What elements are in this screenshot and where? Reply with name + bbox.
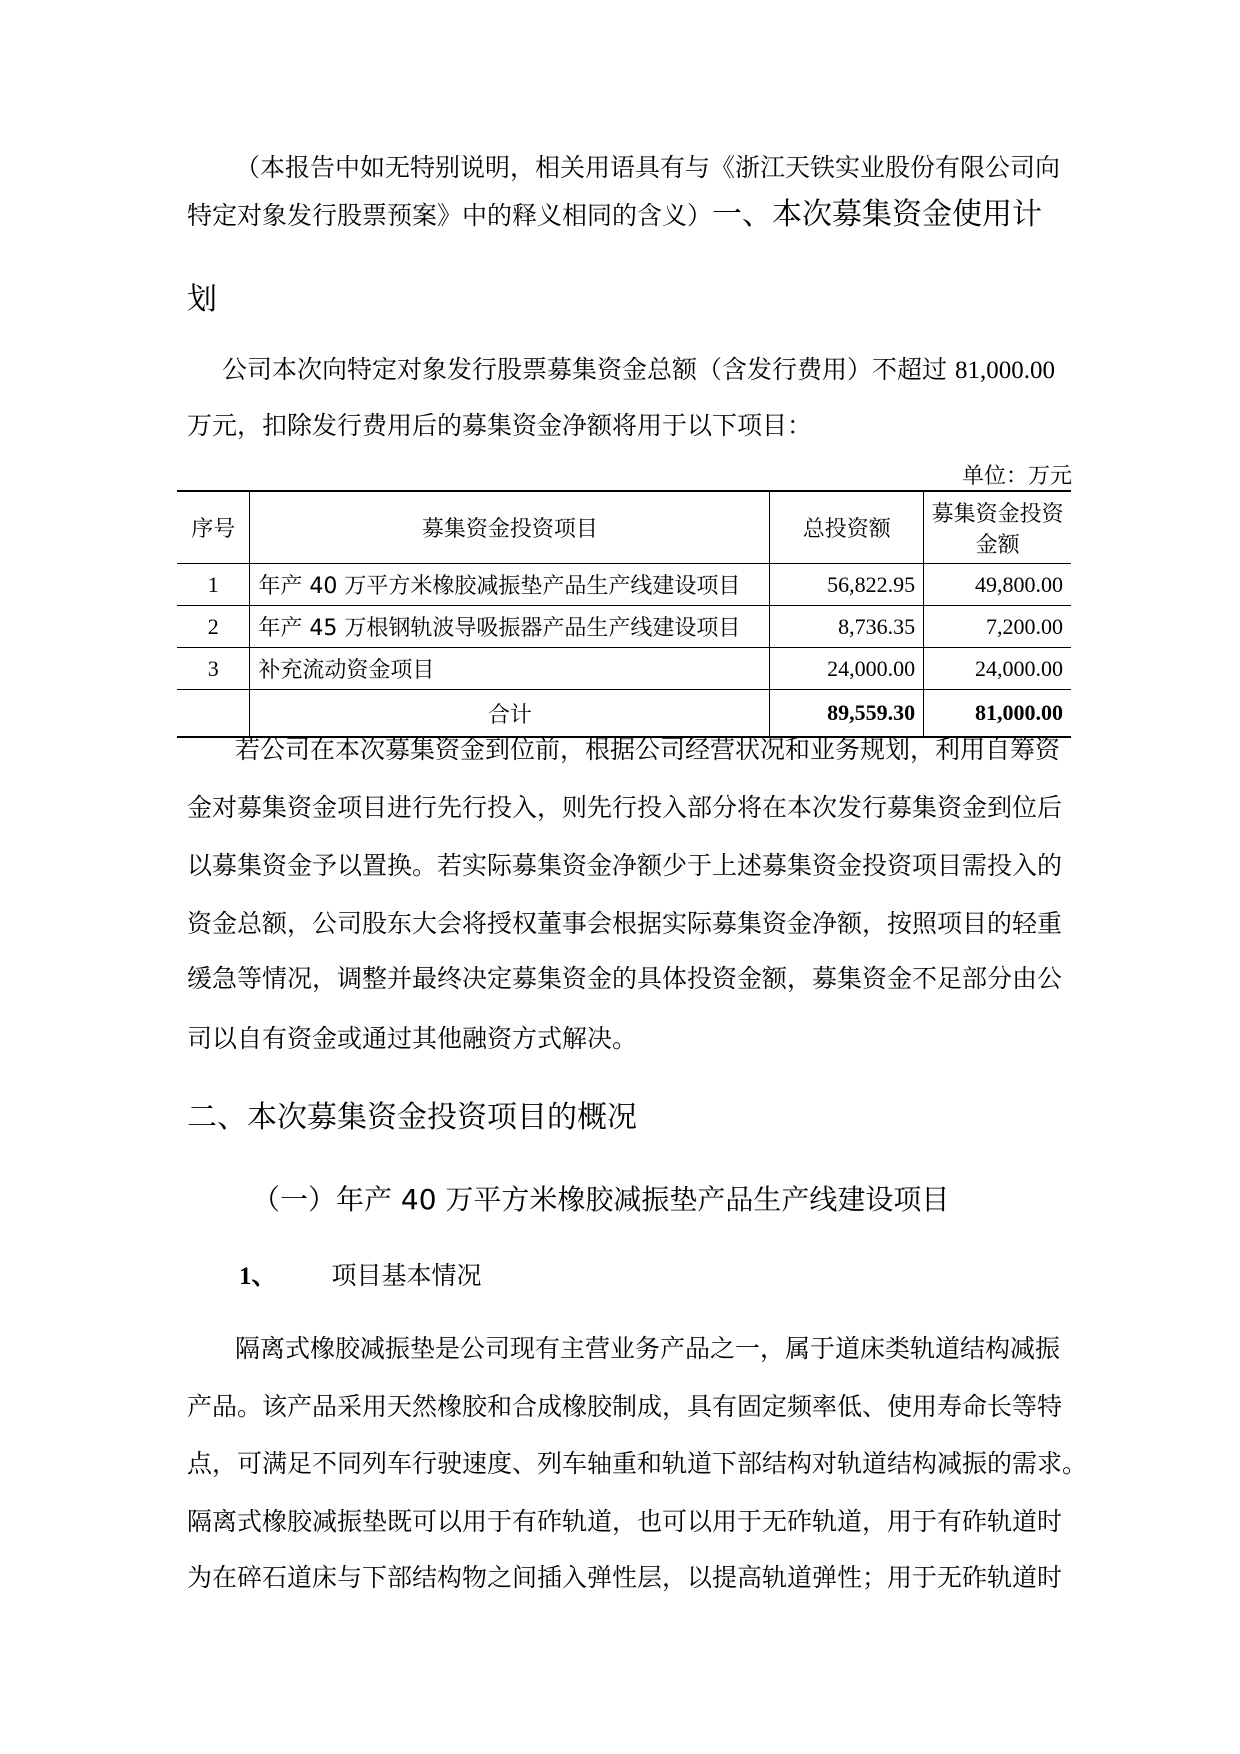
para1-line-1 — [222, 357, 1055, 383]
fund-usage-table — [177, 490, 1071, 738]
table-row — [177, 648, 1071, 690]
header-raise: 募集资金投资金额 — [924, 491, 1071, 564]
row-raise: 24,000.00 — [924, 648, 1071, 690]
header-total: 总投资额 — [770, 491, 924, 564]
intro-line-2 — [187, 197, 1043, 232]
para2-line-5: 缓急等情况，调整并最终决定募集资金的具体投资金额，募集资金不足部分由公 — [187, 964, 1063, 993]
total-no-empty — [177, 690, 250, 738]
row-total: 8,736.35 — [770, 606, 924, 648]
table-unit: 单位：万元 — [961, 464, 1072, 489]
para3-line-3: 点，可满足不同列车行驶速度、列车轴重和轨道下部结构对轨道结构减振的需求。 — [187, 1449, 1088, 1478]
row-raise: 7,200.00 — [924, 606, 1071, 648]
row-total: 56,822.95 — [770, 564, 924, 606]
table-row — [177, 606, 1071, 648]
table-total-row — [177, 690, 1071, 738]
item-number: 1、 — [239, 1263, 277, 1290]
para3-line-2: 产品。该产品采用天然橡胶和合成橡胶制成，具有固定频率低、使用寿命长等特 — [187, 1392, 1063, 1421]
section-1-heading: 一、本次募集资金使用计 — [712, 197, 1043, 232]
para2-line-1: 若公司在本次募集资金到位前，根据公司经营状况和业务规划，利用自筹资 — [235, 735, 1061, 764]
para3-line-1: 隔离式橡胶减振垫是公司现有主营业务产品之一，属于道床类轨道结构减振 — [235, 1334, 1061, 1363]
row-raise: 49,800.00 — [924, 564, 1071, 606]
item-title: 项目基本情况 — [331, 1261, 482, 1290]
para1-amount: 81,000.00 — [954, 357, 1055, 384]
subsection-heading: （一）年产 40 万平方米橡胶减振垫产品生产线建设项目 — [252, 1183, 950, 1216]
table-header-row — [177, 491, 1071, 564]
para3-line-5: 为在碎石道床与下部结构物之间插入弹性层，以提高轨道弹性；用于无砟轨道时 — [187, 1563, 1063, 1592]
total-label: 合计 — [250, 690, 770, 738]
para1-text: 公司本次向特定对象发行股票募集资金总额（含发行费用）不超过 — [222, 355, 955, 384]
header-name: 募集资金投资项目 — [250, 491, 770, 564]
row-name: 年产 45 万根钢轨波导吸振器产品生产线建设项目 — [250, 606, 770, 648]
para2-line-3: 以募集资金予以置换。若实际募集资金净额少于上述募集资金投资项目需投入的 — [187, 851, 1063, 880]
para2-line-2: 金对募集资金项目进行先行投入，则先行投入部分将在本次发行募集资金到位后 — [187, 793, 1063, 822]
row-name: 补充流动资金项目 — [250, 648, 770, 690]
intro-line-1: （本报告中如无特别说明，相关用语具有与《浙江天铁实业股份有限公司向 — [235, 153, 1061, 182]
section-1-heading-cont: 划 — [187, 282, 217, 317]
item-heading — [239, 1263, 482, 1289]
table-row — [177, 564, 1071, 606]
para1-line-2: 万元，扣除发行费用后的募集资金净额将用于以下项目： — [187, 411, 813, 440]
total-total: 89,559.30 — [770, 690, 924, 738]
total-raise: 81,000.00 — [924, 690, 1071, 738]
header-no: 序号 — [177, 491, 250, 564]
section-2-heading: 二、本次募集资金投资项目的概况 — [187, 1100, 637, 1135]
row-name: 年产 40 万平方米橡胶减振垫产品生产线建设项目 — [250, 564, 770, 606]
row-total: 24,000.00 — [770, 648, 924, 690]
row-no: 3 — [177, 648, 250, 690]
row-no: 2 — [177, 606, 250, 648]
para2-line-4: 资金总额，公司股东大会将授权董事会根据实际募集资金净额，按照项目的轻重 — [187, 909, 1063, 938]
intro-line-2-text: 特定对象发行股票预案》中的释义相同的含义） — [187, 201, 713, 230]
para3-line-4: 隔离式橡胶减振垫既可以用于有砟轨道，也可以用于无砟轨道，用于有砟轨道时 — [187, 1507, 1063, 1536]
row-no: 1 — [177, 564, 250, 606]
para2-line-6: 司以自有资金或通过其他融资方式解决。 — [187, 1024, 638, 1053]
